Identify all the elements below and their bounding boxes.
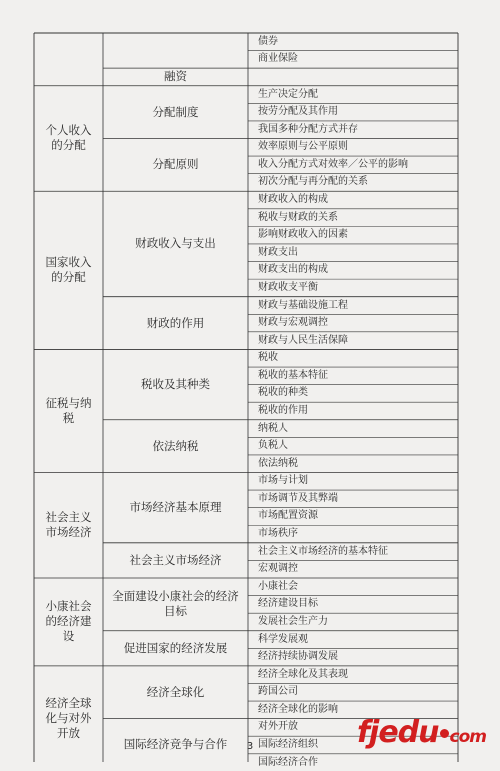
topic-item: 市场秩序 (258, 528, 298, 540)
topic-item: 小康社会 (258, 580, 298, 592)
topic-item: 科学发展观 (258, 633, 308, 645)
topic-item: 市场与计划 (258, 475, 308, 487)
watermark-dot (440, 729, 449, 738)
topic-item: 收入分配方式对效率／公平的影响 (258, 158, 408, 170)
topic-item: 财政支出的构成 (258, 264, 328, 276)
section-title: 经济全球化 (146, 684, 205, 699)
topic-item: 社会主义市场经济的基本特征 (258, 545, 388, 557)
unit-title: 经济全球化与对外开放 (45, 696, 92, 741)
topic-item: 税收与财政的关系 (258, 211, 338, 223)
section-title: 促进国家的经济发展 (123, 640, 228, 655)
topic-item: 宏观调控 (258, 563, 298, 575)
topic-item: 债券 (258, 35, 278, 47)
topic-item: 依法纳税 (258, 457, 298, 469)
topic-item: 按劳分配及其作用 (258, 106, 338, 118)
unit-title: 征税与纳税 (45, 395, 92, 425)
topic-item: 我国多种分配方式并存 (258, 123, 358, 135)
topic-item: 财政收支平衡 (258, 281, 318, 293)
section-title: 市场经济基本原理 (129, 500, 222, 515)
section-title: 财政收入与支出 (135, 236, 216, 251)
topic-item: 负税人 (258, 440, 288, 452)
topic-item: 跨国公司 (258, 686, 298, 698)
topic-item: 对外开放 (258, 721, 298, 733)
section-title: 财政的作用 (146, 315, 205, 330)
topic-item: 税收的种类 (258, 387, 308, 399)
topic-item: 市场调节及其弊端 (258, 492, 338, 504)
topic-item: 税收的基本特征 (258, 369, 328, 381)
topic-item: 经济全球化及其表现 (258, 668, 348, 680)
topic-item: 财政与人民生活保障 (258, 334, 348, 346)
section-title: 国际经济竞争与合作 (123, 737, 228, 752)
topic-item: 经济持续协调发展 (258, 651, 338, 663)
topic-item: 生产决定分配 (258, 88, 318, 100)
section-title: 融资 (164, 69, 187, 84)
topic-item: 财政支出 (258, 246, 298, 258)
section-title: 分配原则 (152, 157, 199, 172)
section-title: 分配制度 (152, 104, 199, 119)
topic-item: 影响财政收入的因素 (258, 229, 348, 241)
section-title: 全面建设小康社会的经济目标 (112, 589, 239, 619)
unit-title: 个人收入的分配 (45, 123, 92, 153)
section-title: 社会主义市场经济 (129, 552, 222, 567)
topic-item: 纳税人 (258, 422, 288, 434)
unit-title: 国家收入的分配 (45, 255, 92, 285)
watermark-logo: fjedu com (357, 715, 486, 750)
unit-title: 小康社会的经济建设 (45, 599, 92, 644)
topic-item: 经济全球化的影响 (258, 703, 338, 715)
unit-title: 社会主义市场经济 (45, 510, 92, 540)
topic-item: 国际经济组织 (258, 739, 318, 750)
topic-item: 税收的作用 (258, 404, 308, 416)
topic-item: 商业保险 (258, 53, 298, 65)
topic-item: 初次分配与再分配的关系 (258, 176, 368, 188)
topic-item: 效率原则与公平原则 (258, 141, 348, 153)
topic-item: 市场配置资源 (258, 510, 318, 522)
section-title: 依法纳税 (152, 438, 199, 453)
topic-item: 经济建设目标 (258, 598, 318, 610)
topic-item: 税收 (258, 352, 278, 364)
section-title: 税收及其种类 (141, 377, 210, 392)
page-number: 3 (246, 741, 254, 752)
topic-item: 国际经济合作 (258, 756, 318, 768)
topic-item: 发展社会生产力 (258, 615, 328, 627)
topic-item: 财政与基础设施工程 (258, 299, 348, 311)
topic-item: 财政收入的构成 (258, 194, 328, 206)
topic-item: 财政与宏观调控 (258, 317, 328, 329)
